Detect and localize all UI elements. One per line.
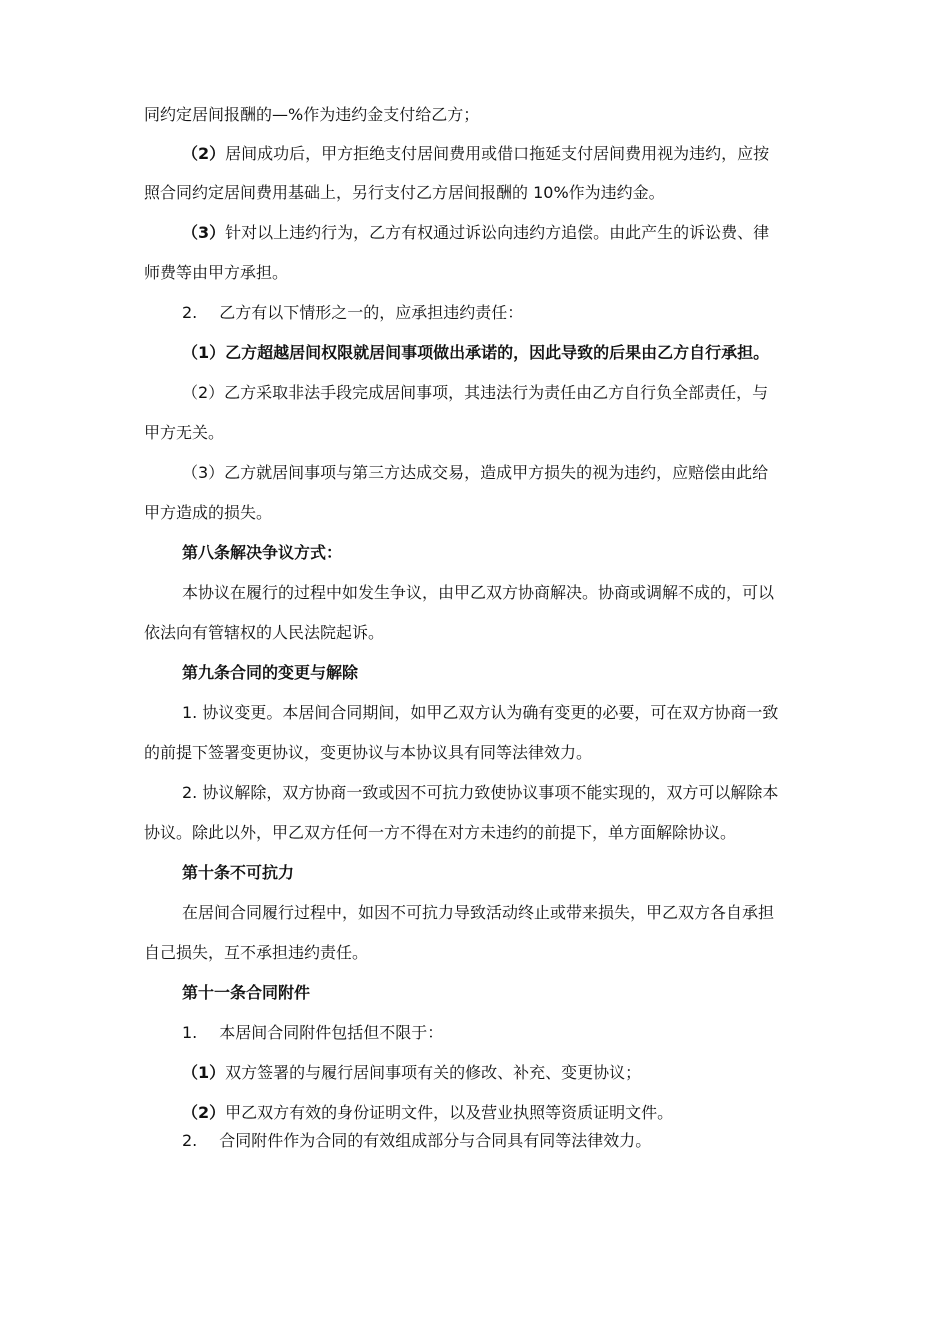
- article-9-item-2: 2. 协议解除，双方协商一致或因不可抗力致使协议事项不能实现的，双方可以解除本: [182, 783, 779, 802]
- sub-num: （1）: [182, 1063, 226, 1082]
- article-11-item-2: [182, 1130, 651, 1152]
- list-text: 乙方有以下情形之一的，应承担违约责任：: [219, 303, 524, 322]
- list-num: 2.: [182, 303, 198, 322]
- article-8-heading: 第八条解决争议方式：: [182, 543, 343, 562]
- article-10-heading: 第十条不可抗力: [182, 863, 295, 882]
- article-9-item-2-line-2: 协议。除此以外，甲乙双方任何一方不得在对方未违约的前提下，单方面解除协议。: [144, 823, 737, 842]
- clause-number-3: [182, 222, 769, 244]
- clause-number-2: [182, 143, 769, 165]
- article-8-text: 本协议在履行的过程中如发生争议，由甲乙双方协商解决。协商或调解不成的，可以: [182, 583, 775, 602]
- list-text: 本居间合同附件包括但不限于：: [219, 1023, 444, 1042]
- list-item-2: [182, 302, 523, 324]
- sub-item-2-line-2: 甲方无关。: [144, 423, 225, 442]
- list-num: 2.: [182, 1131, 198, 1150]
- list-text: 合同附件作为合同的有效组成部分与合同具有同等法律效力。: [219, 1131, 652, 1150]
- clause-text: 居间成功后，甲方拒绝支付居间费用或借口拖延支付居间费用视为违约，应按: [225, 144, 770, 163]
- clause-2-line-2: 照合同约定居间费用基础上，另行支付乙方居间报酬的 10%作为违约金。: [144, 183, 665, 202]
- article-9-item-1-line-2: 的前提下签署变更协议，变更协议与本协议具有同等法律效力。: [144, 743, 593, 762]
- clause-3-line-2: 师费等由甲方承担。: [144, 263, 289, 282]
- article-10-text: 在居间合同履行过程中，如因不可抗力导致活动终止或带来损失，甲乙双方各自承担: [182, 903, 775, 922]
- sub-text: 双方签署的与履行居间事项有关的修改、补充、变更协议；: [225, 1063, 642, 1082]
- sub-num: （2）: [182, 1103, 226, 1122]
- sub-item-3-line-2: 甲方造成的损失。: [144, 503, 273, 522]
- sub-item-3: （3）乙方就居间事项与第三方达成交易，造成甲方损失的视为违约，应赔偿由此给: [182, 463, 769, 482]
- article-11-heading: 第十一条合同附件: [182, 983, 311, 1002]
- article-9-item-1: 1. 协议变更。本居间合同期间，如甲乙双方认为确有变更的必要，可在双方协商一致: [182, 703, 779, 722]
- paragraph-penalty-continuation: 同约定居间报酬的—%作为违约金支付给乙方；: [144, 105, 480, 124]
- article-11-item-1: [182, 1022, 443, 1044]
- article-11-sub-item-2: [182, 1102, 673, 1124]
- article-10-text-line-2: 自己损失，互不承担违约责任。: [144, 943, 369, 962]
- list-num: 1.: [182, 1023, 198, 1042]
- clause-num: （2）: [182, 144, 226, 163]
- sub-item-2: （2）乙方采取非法手段完成居间事项，其违法行为责任由乙方自行负全部责任，与: [182, 383, 769, 402]
- article-9-heading: 第九条合同的变更与解除: [182, 663, 359, 682]
- article-11-sub-item-1: [182, 1062, 641, 1084]
- clause-text: 针对以上违约行为，乙方有权通过诉讼向违约方追偿。由此产生的诉讼费、律: [225, 223, 770, 242]
- sub-item-1: （1）乙方超越居间权限就居间事项做出承诺的，因此导致的后果由乙方自行承担。: [182, 343, 770, 362]
- sub-text: 甲乙双方有效的身份证明文件，以及营业执照等资质证明文件。: [225, 1103, 674, 1122]
- clause-num: （3）: [182, 223, 226, 242]
- article-8-text-line-2: 依法向有管辖权的人民法院起诉。: [144, 623, 385, 642]
